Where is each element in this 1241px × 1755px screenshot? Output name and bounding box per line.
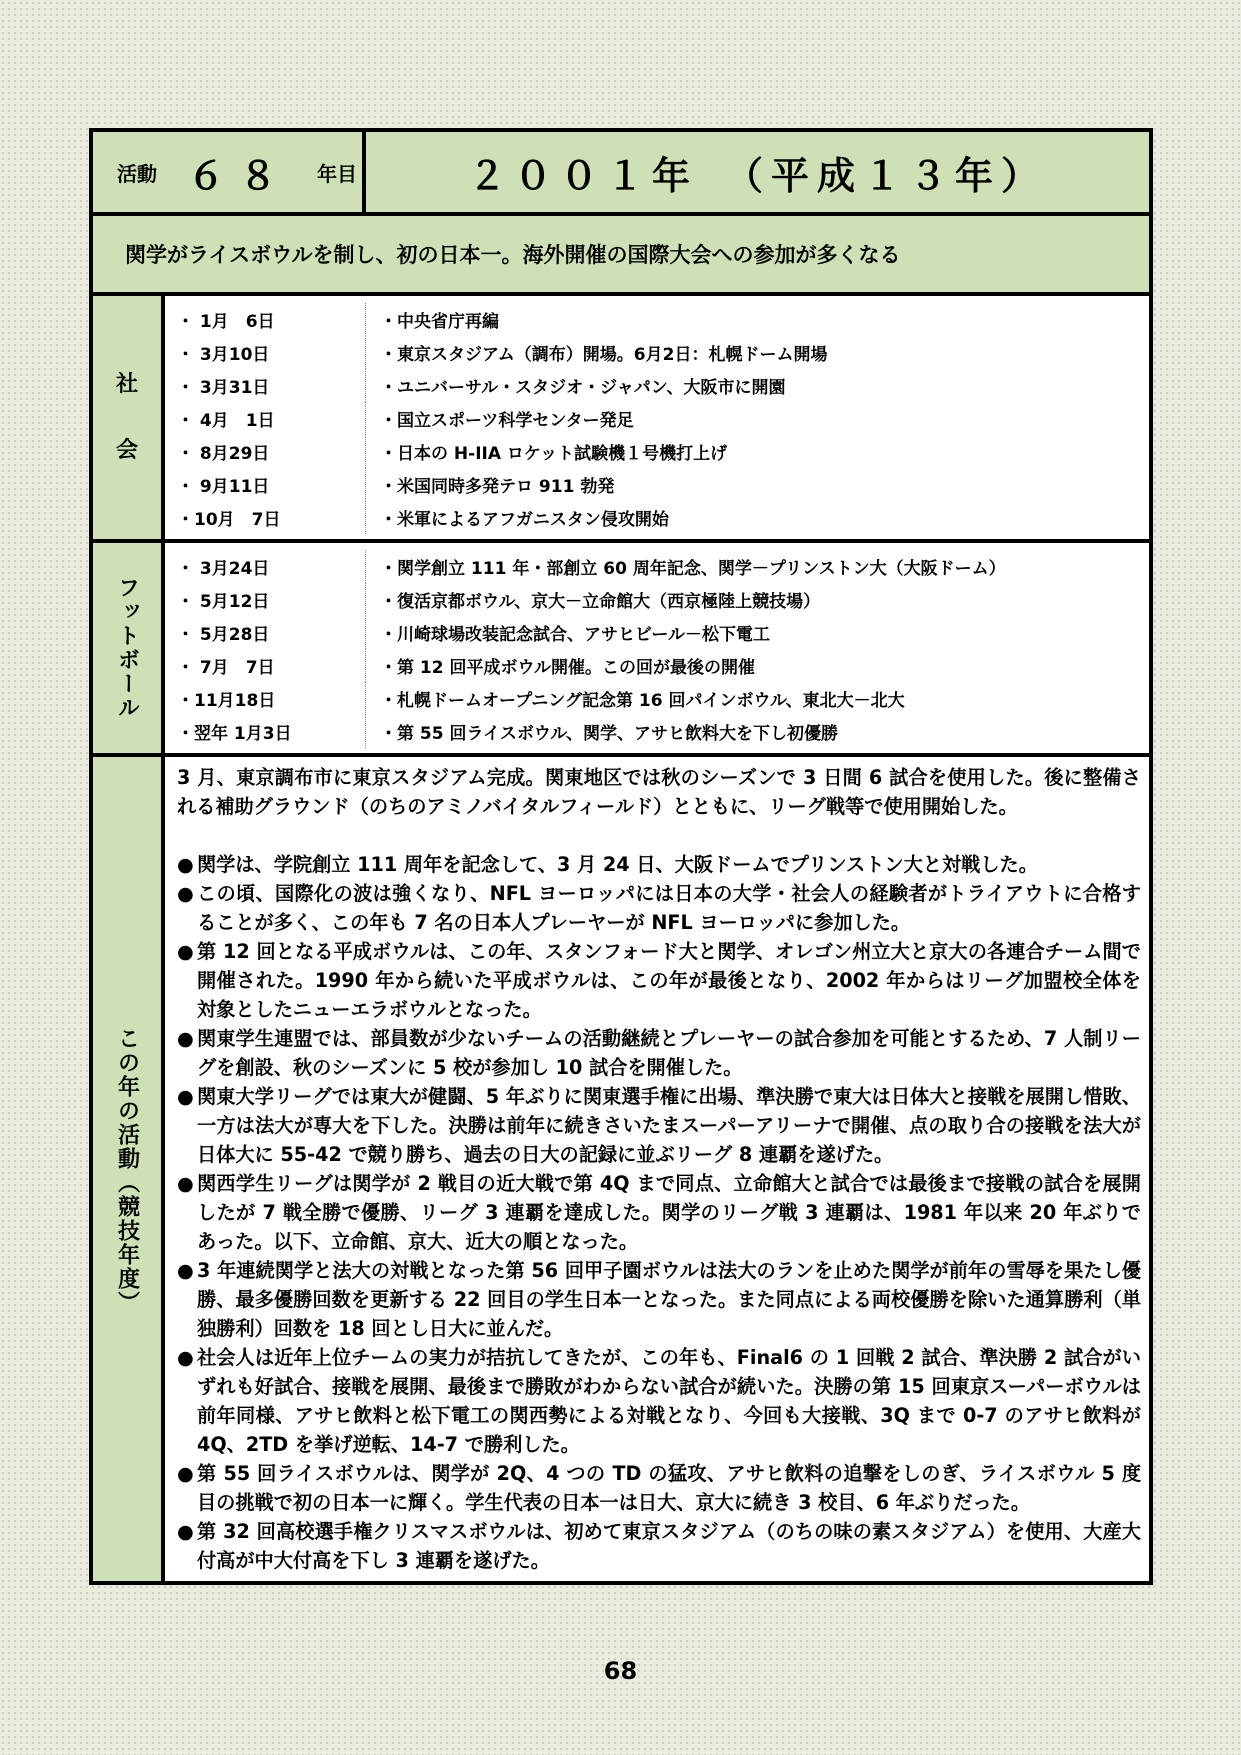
bullet-text: 関学は、学院創立 111 周年を記念して、3 月 24 日、大阪ドームでプリンストン大と対戦した。 xyxy=(197,853,1038,876)
bullet-text: 3 年連続関学と法大の対戦となった第 56 回甲子園ボウルは法大のランを止めた関学が前年の雪辱を果たし優勝、最多優勝回数を更新する 22 回目の学生日本一となった。また同点による両校優勝を除いた通算勝利（単独勝利）回数を 18 回とし日大に並んだ。 xyxy=(197,1259,1141,1340)
bullet-text: 社会人は近年上位チームの実力が拮抗してきたが、この年も、Final6 の 1 回戦 2 試合、準決勝 2 試合がいずれも好試合、接戦を展開、最後まで勝敗がわからない試合が続いた。決勝の第 15 回東京スーパーボウルは前年同様、アサヒ飲料と松下電工の関西勢による対戦となり、今回も大接戦、3Q まで 0-7 のアサヒ飲料が 4Q、2TD を挙げ逆転、14-7 で勝利した。 xyxy=(197,1346,1141,1456)
nenme-label: 年目 xyxy=(317,161,358,186)
event-text: ・川崎球場改装記念試合、アサヒビール－松下電工 xyxy=(380,625,770,645)
event-row xyxy=(165,583,1149,616)
event-date: ・ 1月 6日 xyxy=(165,303,366,336)
event-text: ・ユニバーサル・スタジオ・ジャパン、大阪市に開園 xyxy=(380,378,786,398)
football-label-text: フットボール xyxy=(114,576,140,720)
bullet-mark: ● xyxy=(177,853,194,876)
bullet-item xyxy=(177,1024,1141,1082)
bullet-mark: ● xyxy=(177,1346,194,1369)
bullet-item xyxy=(177,937,1141,1024)
bullet-text: 第 12 回となる平成ボウルは、この年、スタンフォード大と関学、オレゴン州立大と京大の各連合チーム間で開催された。1990 年から続いた平成ボウルは、この年が最後となり、2002 年からはリーグ加盟校全体を対象としたニューエラボウルとなった。 xyxy=(197,940,1141,1021)
society-label-char: 社 xyxy=(115,371,138,397)
bullet-mark: ● xyxy=(177,940,194,963)
bullet-mark: ● xyxy=(177,882,194,905)
activities-label xyxy=(93,757,165,1581)
event-row xyxy=(165,649,1149,682)
event-row xyxy=(165,715,1149,748)
bullet-item xyxy=(177,1169,1141,1256)
event-text: ・関学創立 111 年・部創立 60 周年記念、関学－プリンストン大（大阪ドーム） xyxy=(380,559,1006,579)
activities-label-text: この年の活動（競技年度） xyxy=(114,1027,140,1315)
bullet-text: 関東大学リーグでは東大が健闘、5 年ぶりに関東選手権に出場、準決勝で東大は日体大と接戦を展開し惜敗、一方は法大が専大を下した。決勝は前年に続きさいたまスーパーアリーナで開催、点の取り合の接戦を法大が日体大に 55-42 で競り勝ち、過去の日大の記録に並ぶリーグ 8 連覇を遂げた。 xyxy=(197,1085,1141,1166)
bullet-text: 第 32 回高校選手権クリスマスボウルは、初めて東京スタジアム（のちの味の素スタジアム）を使用、大産大付高が中大付高を下し 3 連覇を遂げた。 xyxy=(197,1520,1141,1572)
society-label xyxy=(93,296,165,539)
activities-section xyxy=(93,757,1149,1581)
activity-year-cell xyxy=(93,132,366,212)
headline: 関学がライスボウルを制し、初の日本一。海外開催の国際大会への参加が多くなる xyxy=(93,216,1149,296)
bullet-mark: ● xyxy=(177,1520,194,1543)
society-label-char: 会 xyxy=(115,437,138,463)
event-row xyxy=(165,435,1149,468)
activities-body xyxy=(165,757,1149,1581)
event-date: ・ 8月29日 xyxy=(165,435,366,468)
intro-paragraph: 3 月、東京調布市に東京スタジアム完成。関東地区では秋のシーズンで 3 日間 6 試合を使用した。後に整備される補助グラウンド（のちのアミノバイタルフィールド）とともに、リーグ戦等で使用開始した。 xyxy=(177,766,1141,818)
activity-number: ６８ xyxy=(187,153,292,198)
bullet-item xyxy=(177,1082,1141,1169)
event-text: ・米国同時多発テロ 911 勃発 xyxy=(380,477,615,497)
event-row xyxy=(165,468,1149,501)
event-date: ・ 3月31日 xyxy=(165,369,366,402)
event-text: ・国立スポーツ科学センター発足 xyxy=(380,411,634,431)
event-date: ・ 5月28日 xyxy=(165,616,366,649)
event-date: ・ 7月 7日 xyxy=(165,649,366,682)
bullet-text: 第 55 回ライスボウルは、関学が 2Q、4 つの TD の猛攻、アサヒ飲料の追撃をしのぎ、ライスボウル 5 度目の挑戦で初の日本一に輝く。学生代表の日本一は日大、京大に続き 3 校目、6 年ぶりだった。 xyxy=(197,1462,1141,1514)
society-section xyxy=(93,296,1149,543)
event-row xyxy=(165,616,1149,649)
bullet-item xyxy=(177,850,1141,879)
header-row xyxy=(93,132,1149,216)
event-text: ・復活京都ボウル、京大－立命館大（西京極陸上競技場） xyxy=(380,592,821,612)
event-date: ・翌年 1月3日 xyxy=(165,715,366,748)
event-date: ・ 4月 1日 xyxy=(165,402,366,435)
bullet-mark: ● xyxy=(177,1172,194,1195)
event-text: ・東京スタジアム（調布）開場。6月2日：札幌ドーム開場 xyxy=(380,345,828,365)
bullet-mark: ● xyxy=(177,1259,194,1282)
katsudo-label: 活動 xyxy=(117,161,157,186)
event-text: ・中央省庁再編 xyxy=(380,312,499,332)
bullet-mark: ● xyxy=(177,1462,194,1485)
bullet-text: この頃、国際化の波は強くなり、NFL ヨーロッパには日本の大学・社会人の経験者がトライアウトに合格することが多く、この年も 7 名の日本人プレーヤーが NFL ヨーロッパに参加した。 xyxy=(197,882,1141,934)
event-date: ・10月 7日 xyxy=(165,501,366,534)
bullet-mark: ● xyxy=(177,1085,194,1108)
football-events xyxy=(165,543,1149,753)
bullet-item xyxy=(177,879,1141,937)
event-row xyxy=(165,402,1149,435)
event-text: ・日本の H-IIA ロケット試験機１号機打上げ xyxy=(380,444,728,464)
event-row xyxy=(165,682,1149,715)
page-number: 68 xyxy=(603,1657,638,1685)
event-text: ・米軍によるアフガニスタン侵攻開始 xyxy=(380,510,669,530)
society-events xyxy=(165,296,1149,539)
bullet-text: 関西学生リーグは関学が 2 戦目の近大戦で第 4Q まで同点、立命館大と試合では最後まで接戦の試合を展開したが 7 戦全勝で優勝、リーグ 3 連覇を達成した。関学のリーグ戦 3 連覇は、1981 年以来 20 年ぶりであった。以下、立命館、京大、近大の順となった。 xyxy=(197,1172,1141,1253)
football-section xyxy=(93,543,1149,757)
event-date: ・11月18日 xyxy=(165,682,366,715)
event-row xyxy=(165,369,1149,402)
event-row xyxy=(165,550,1149,583)
yearbook-table xyxy=(89,128,1153,1585)
event-text: ・札幌ドームオープニング記念第 16 回パインボウル、東北大－北大 xyxy=(380,691,905,711)
bullet-item xyxy=(177,1256,1141,1343)
event-date: ・ 9月11日 xyxy=(165,468,366,501)
bullet-item xyxy=(177,1459,1141,1517)
event-date: ・ 5月12日 xyxy=(165,583,366,616)
bullet-item xyxy=(177,1517,1141,1575)
event-row xyxy=(165,303,1149,336)
year-title: ２００１年 （平成１３年） xyxy=(467,153,1047,198)
football-label xyxy=(93,543,165,753)
event-text: ・第 55 回ライスボウル、関学、アサヒ飲料大を下し初優勝 xyxy=(380,724,838,744)
bullet-text: 関東学生連盟では、部員数が少ないチームの活動継続とプレーヤーの試合参加を可能とするため、7 人制リーグを創設、秋のシーズンに 5 校が参加し 10 試合を開催した。 xyxy=(197,1027,1141,1079)
event-row xyxy=(165,336,1149,369)
event-row xyxy=(165,501,1149,534)
event-date: ・ 3月10日 xyxy=(165,336,366,369)
event-date: ・ 3月24日 xyxy=(165,550,366,583)
bullet-item xyxy=(177,1343,1141,1459)
bullet-mark: ● xyxy=(177,1027,194,1050)
event-text: ・第 12 回平成ボウル開催。この回が最後の開催 xyxy=(380,658,755,678)
